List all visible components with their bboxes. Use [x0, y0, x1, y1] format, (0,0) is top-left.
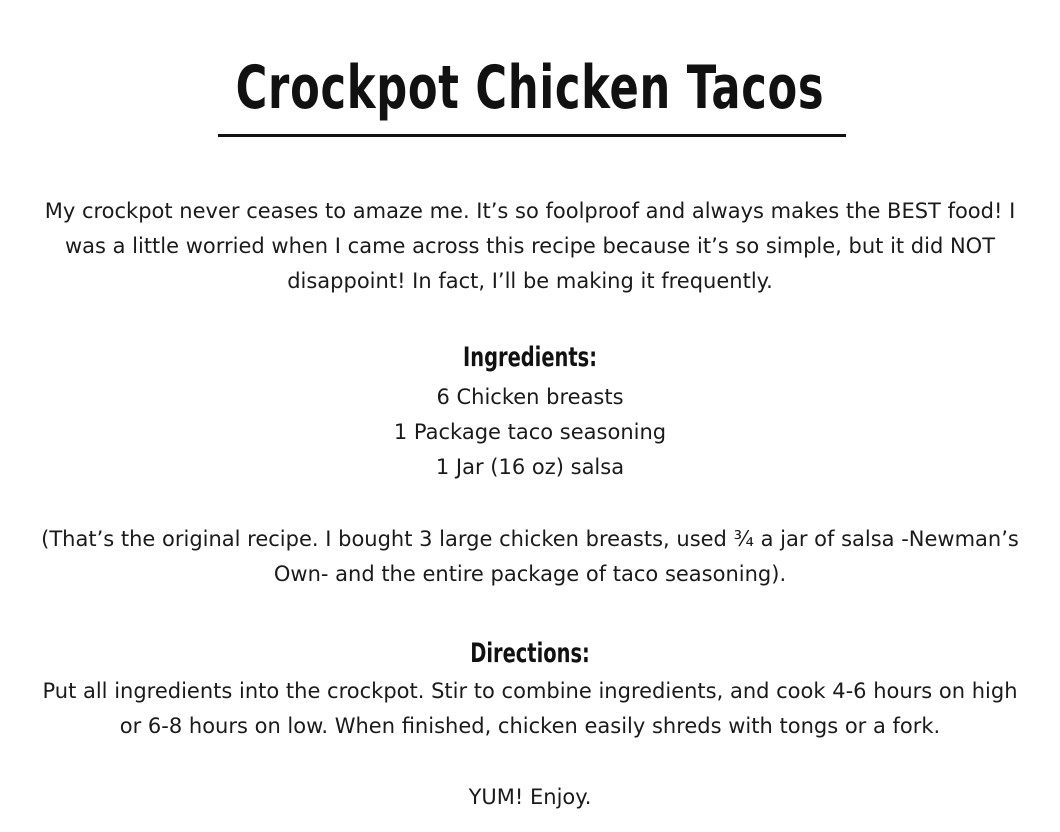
ingredients-heading: Ingredients:: [462, 342, 598, 373]
recipe-note: (That’s the original recipe. I bought 3 large chicken breasts, used ¾ a jar of salsa -Newman’s Own- and the entire package of taco seasoning).: [41, 527, 1019, 586]
intro-paragraph: My crockpot never ceases to amaze me. It’s so foolproof and always makes the BEST food! I was a little worried when I came across this recipe because it’s so simple, but it did NOT disappoint! In fact, I’ll be making it frequently.: [44, 199, 1016, 293]
ingredient-item: 6 Chicken breasts: [436, 385, 624, 409]
closing-line: YUM! Enjoy.: [468, 785, 592, 809]
ingredient-item: 1 Package taco seasoning: [393, 420, 667, 444]
ingredient-item: 1 Jar (16 oz) salsa: [435, 455, 625, 479]
directions-paragraph: Put all ingredients into the crockpot. Stir to combine ingredients, and cook 4-6 hours on high or 6-8 hours on low. When finished, chicken easily shreds with tongs or a fork.: [42, 679, 1018, 738]
directions-heading: Directions:: [470, 638, 590, 669]
recipe-title: Crockpot Chicken Tacos: [235, 53, 825, 123]
ingredients-list: [0, 380, 1060, 485]
title-underline: [218, 134, 846, 137]
